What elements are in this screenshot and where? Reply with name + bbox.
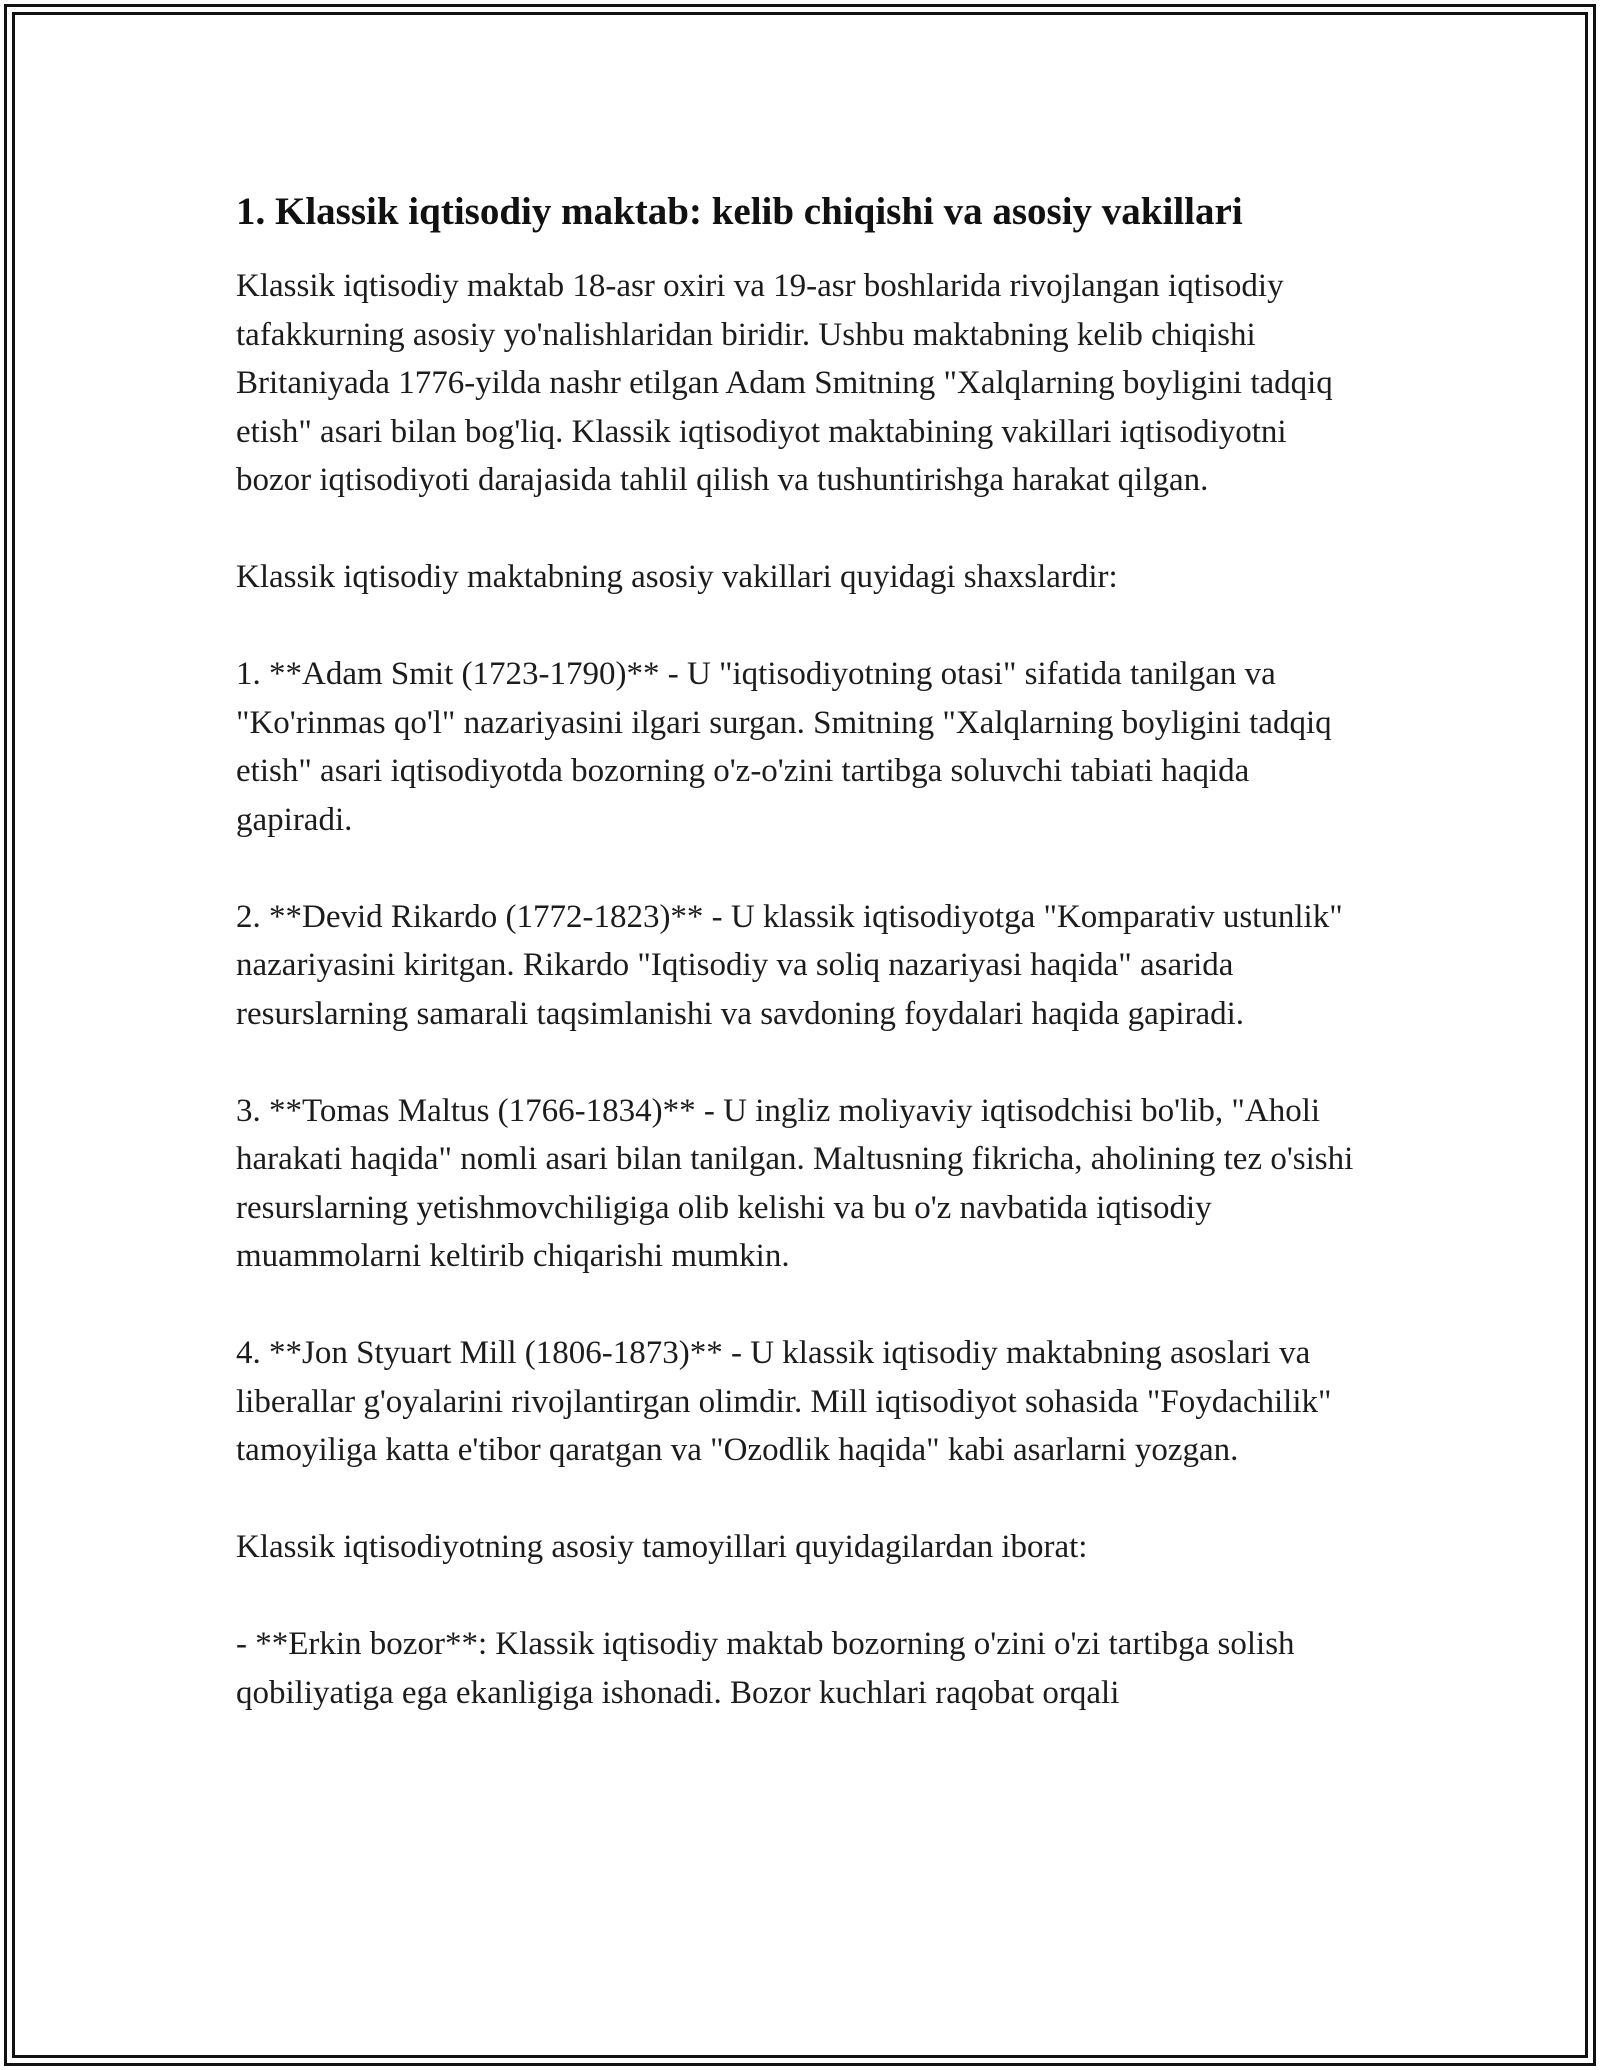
principles-intro-paragraph: Klassik iqtisodiyotning asosiy tamoyillari quyidagilardan iborat: xyxy=(236,1529,1088,1565)
representatives-intro-paragraph: Klassik iqtisodiy maktabning asosiy vakillari quyidagi shaxslardir: xyxy=(236,559,1118,595)
adam-smit-paragraph: 1. **Adam Smit (1723-1790)** - U "iqtisodiyotning otasi" sifatida tanilgan va "Ko'rinmas qo'l" nazariyasini ilgari surgan. Smitning "Xalqlarning boyligini tadqiq etish" asari iqtisodiyotda bozorning o'z-o'zini tartibga soluvchi tabiati haqida gapiradi. xyxy=(236,656,1332,838)
section-heading: 1. Klassik iqtisodiy maktab: kelib chiqishi va asosiy vakillari xyxy=(236,190,1243,233)
intro-paragraph: Klassik iqtisodiy maktab 18-asr oxiri va 19-asr boshlarida rivojlangan iqtisodiy tafakkurning asosiy yo'nalishlaridan biridir. Ushbu maktabning kelib chiqishi Britaniyada 1776-yilda nashr etilgan Adam Smitning "Xalqlarning boyligini tadqiq etish" asari bilan bog'liq. Klassik iqtisodiyot maktabining vakillari iqtisodiyotni bozor iqtisodiyoti darajasida tahlil qilish va tushuntirishga harakat qilgan. xyxy=(236,268,1333,498)
document-body xyxy=(236,188,1366,1717)
jon-styuart-mill-paragraph: 4. **Jon Styuart Mill (1806-1873)** - U klassik iqtisodiy maktabning asoslari va liberallar g'oyalarini rivojlantirgan olimdir. Mill iqtisodiyot sohasida "Foydachilik" tamoyiliga katta e'tibor qaratgan va "Ozodlik haqida" kabi asarlarni yozgan. xyxy=(236,1335,1332,1468)
erkin-bozor-paragraph: - **Erkin bozor**: Klassik iqtisodiy maktab bozorning o'zini o'zi tartibga solish qobiliyatiga ega ekanligiga ishonadi. Bozor kuchlari raqobat orqali xyxy=(236,1626,1295,1711)
tomas-maltus-paragraph: 3. **Tomas Maltus (1766-1834)** - U ingliz moliyaviy iqtisodchisi bo'lib, "Aholi harakati haqida" nomli asari bilan tanilgan. Maltusning fikricha, aholining tez o'sishi resurslarning yetishmovchiligiga olib kelishi va bu o'z navbatida iqtisodiy muammolarni keltirib chiqarishi mumkin. xyxy=(236,1092,1354,1274)
devid-rikardo-paragraph: 2. **Devid Rikardo (1772-1823)** - U klassik iqtisodiyotga "Komparativ ustunlik" nazariyasini kiritgan. Rikardo "Iqtisodiy va soliq nazariyasi haqida" asarida resurslarning samarali taqsimlanishi va savdoning foydalari haqida gapiradi. xyxy=(236,898,1343,1032)
